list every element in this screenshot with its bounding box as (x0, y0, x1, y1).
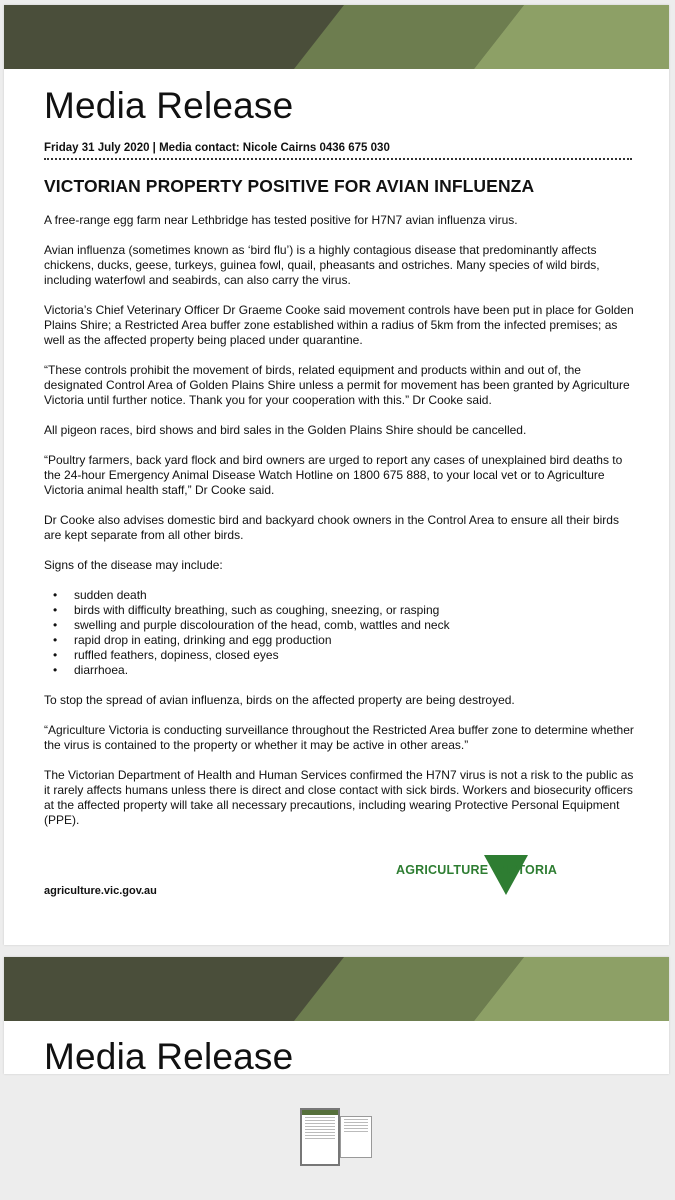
release-meta: Friday 31 July 2020 | Media contact: Nicole Cairns 0436 675 030 (44, 142, 632, 160)
list-item: • sudden death (74, 588, 634, 603)
signs-list (44, 588, 634, 678)
page-title: Media Release (44, 1036, 294, 1074)
list-item: • swelling and purple discolouration of the head, comb, wattles and neck (74, 618, 634, 633)
headline: VICTORIAN PROPERTY POSITIVE FOR AVIAN INFLUENZA (44, 176, 535, 196)
page-thumbnail-icon[interactable] (340, 1116, 372, 1158)
document-page-2 (4, 957, 669, 1074)
paragraph: All pigeon races, bird shows and bird sales in the Golden Plains Shire should be cancelled. (44, 423, 527, 437)
logo-word-right: VICTORIA (496, 863, 558, 877)
paragraph: “Agriculture Victoria is conducting surveillance throughout the Restricted Area buffer zone to determine whether the virus is contained to the property or whether it may be active in other areas.” (44, 723, 634, 752)
paragraph: A free-range egg farm near Lethbridge has tested positive for H7N7 avian influenza virus. (44, 213, 518, 227)
list-item: • diarrhoea. (74, 663, 634, 678)
logo-word-left: AGRICULTURE (396, 863, 489, 877)
paragraph: Signs of the disease may include: (44, 558, 223, 572)
website-link[interactable]: agriculture.vic.gov.au (44, 885, 157, 897)
list-item: • birds with difficulty breathing, such as coughing, sneezing, or rasping (74, 603, 634, 618)
agriculture-victoria-logo (396, 853, 571, 897)
header-banner (4, 5, 669, 69)
article-body (44, 213, 634, 843)
paragraph: Victoria’s Chief Veterinary Officer Dr Graeme Cooke said movement controls have been put in place for Golden Plains Shire; a Restricted Area buffer zone established within a radius of 5km from the infected premises; as well as the affected property being placed under quarantine. (44, 303, 634, 347)
paragraph: Dr Cooke also advises domestic bird and backyard chook owners in the Control Area to ensure all their birds are kept separate from all other birds. (44, 513, 619, 542)
list-item: • rapid drop in eating, drinking and egg production (74, 633, 634, 648)
paragraph: “Poultry farmers, back yard flock and bird owners are urged to report any cases of unexplained bird deaths to the 24-hour Emergency Animal Disease Watch Hotline on 1800 675 888, to your local vet or to Agriculture Victoria animal health staff,” Dr Cooke said. (44, 453, 623, 497)
list-item: • ruffled feathers, dopiness, closed eyes (74, 648, 634, 663)
paragraph: “These controls prohibit the movement of birds, related equipment and products within and out of, the designated Control Area of Golden Plains Shire unless a permit for movement has been granted by Agriculture Victoria until further notice. Thank you for your cooperation with this.” Dr Cooke said. (44, 363, 630, 407)
header-banner (4, 957, 669, 1021)
paragraph: The Victorian Department of Health and Human Services confirmed the H7N7 virus is not a risk to the public as it rarely affects humans unless there is direct and close contact with sick birds. Workers and biosecurity officers at the affected property will take all necessary precautions, including wearing Protective Personal Equipment (PPE). (44, 768, 634, 827)
page-title: Media Release (44, 85, 294, 126)
page-thumbnail-icon[interactable] (300, 1108, 340, 1166)
document-page-1 (4, 5, 669, 945)
paragraph: To stop the spread of avian influenza, birds on the affected property are being destroyed. (44, 693, 515, 707)
paragraph: Avian influenza (sometimes known as ‘bird flu’) is a highly contagious disease that predominantly affects chickens, ducks, geese, turkeys, guinea fowl, quail, pheasants and ostriches. Many species of wild birds, including waterfowl and seabirds, can also carry the virus. (44, 243, 600, 287)
